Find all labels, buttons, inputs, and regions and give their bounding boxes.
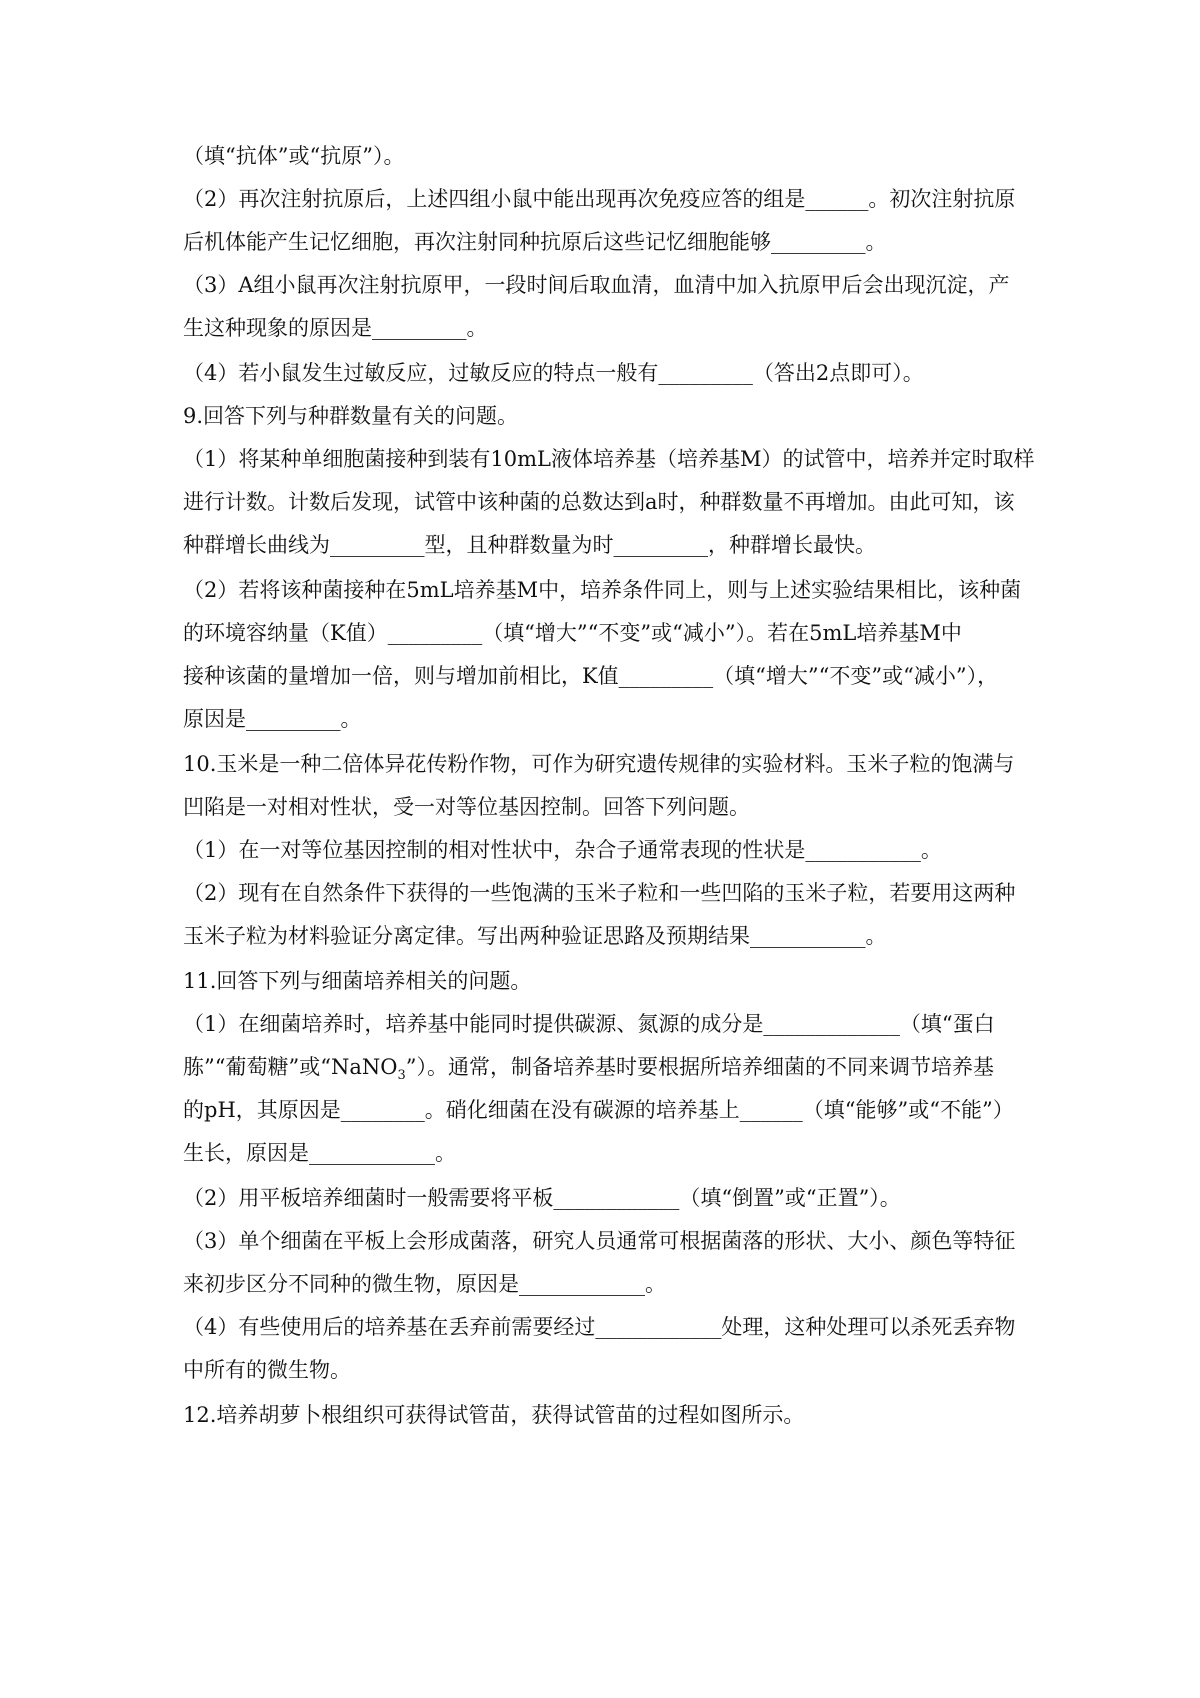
text-line: （2）若将该种菌接种在5mL培养基M中，培养条件同上，则与上述实验结果相比，该种菌 xyxy=(183,578,1022,602)
text-line: 的pH，其原因是________。硝化细菌在没有碳源的培养基上______（填“能够”或“不能”） xyxy=(183,1098,1014,1122)
text-line: （1）在细菌培养时，培养基中能同时提供碳源、氮源的成分是_____________（填“蛋白 xyxy=(183,1012,995,1036)
text-line: 胨”“葡萄糖”或“NaNO$_3$”）。通常，制备培养基时要根据所培养细菌的不同来调节培养基 xyxy=(183,1055,994,1084)
text-line: （2）再次注射抗原后，上述四组小鼠中能出现再次免疫应答的组是______。初次注射抗原 xyxy=(183,187,1016,211)
text-line: 接种该菌的量增加一倍，则与增加前相比，K值_________（填“增大”“不变”或“减小”）， xyxy=(183,664,999,688)
text-line: （2）现有在自然条件下获得的一些饱满的玉米子粒和一些凹陷的玉米子粒，若要用这两种 xyxy=(183,881,1016,905)
text-line: 生长，原因是____________。 xyxy=(183,1141,456,1165)
text-line: （1）将某种单细胞菌接种到装有10mL液体培养基（培养基M）的试管中，培养并定时取样 xyxy=(183,447,1035,471)
text-line: （3）单个细菌在平板上会形成菌落，研究人员通常可根据菌落的形状、大小、颜色等特征 xyxy=(183,1229,1016,1253)
text-line: 生这种现象的原因是_________。 xyxy=(183,316,488,340)
text-line: （2）用平板培养细菌时一般需要将平板____________（填“倒置”或“正置”）。 xyxy=(183,1186,901,1210)
text-line: 中所有的微生物。 xyxy=(183,1358,351,1382)
text-line: （3）A组小鼠再次注射抗原甲，一段时间后取血清，血清中加入抗原甲后会出现沉淀，产 xyxy=(183,273,1010,297)
text-line: 的环境容纳量（K值）_________（填“增大”“不变”或“减小”）。若在5mL培养基M中 xyxy=(183,621,962,645)
text-line: 后机体能产生记忆细胞，再次注射同种抗原后这些记忆细胞能够_________。 xyxy=(183,230,887,254)
text-line: 种群增长曲线为_________型，且种群数量为时_________，种群增长最快。 xyxy=(183,533,876,557)
text-line: （4）有些使用后的培养基在丢弃前需要经过____________处理，这种处理可以杀死丢弃物 xyxy=(183,1315,1016,1339)
text-line: 进行计数。计数后发现，试管中该种菌的总数达到a时，种群数量不再增加。由此可知，该 xyxy=(183,490,1015,514)
question-11-heading: 11.回答下列与细菌培养相关的问题。 xyxy=(183,969,532,993)
text-line: （1）在一对等位基因控制的相对性状中，杂合子通常表现的性状是___________。 xyxy=(183,838,942,862)
text-line: （4）若小鼠发生过敏反应，过敏反应的特点一般有_________（答出2点即可）。 xyxy=(183,361,924,385)
text-line: 原因是_________。 xyxy=(183,707,362,731)
question-10-heading: 10.玉米是一种二倍体异花传粉作物，可作为研究遗传规律的实验材料。玉米子粒的饱满与 xyxy=(183,752,1015,776)
question-12-heading: 12.培养胡萝卜根组织可获得试管苗，获得试管苗的过程如图所示。 xyxy=(183,1403,805,1427)
text-line: （填“抗体”或“抗原”）。 xyxy=(183,144,405,168)
question-9-heading: 9.回答下列与种群数量有关的问题。 xyxy=(183,404,519,428)
text-line: 玉米子粒为材料验证分离定律。写出两种验证思路及预期结果___________。 xyxy=(183,924,887,948)
text-line: 来初步区分不同种的微生物，原因是____________。 xyxy=(183,1272,666,1296)
text-line: 凹陷是一对相对性状，受一对等位基因控制。回答下列问题。 xyxy=(183,795,750,819)
